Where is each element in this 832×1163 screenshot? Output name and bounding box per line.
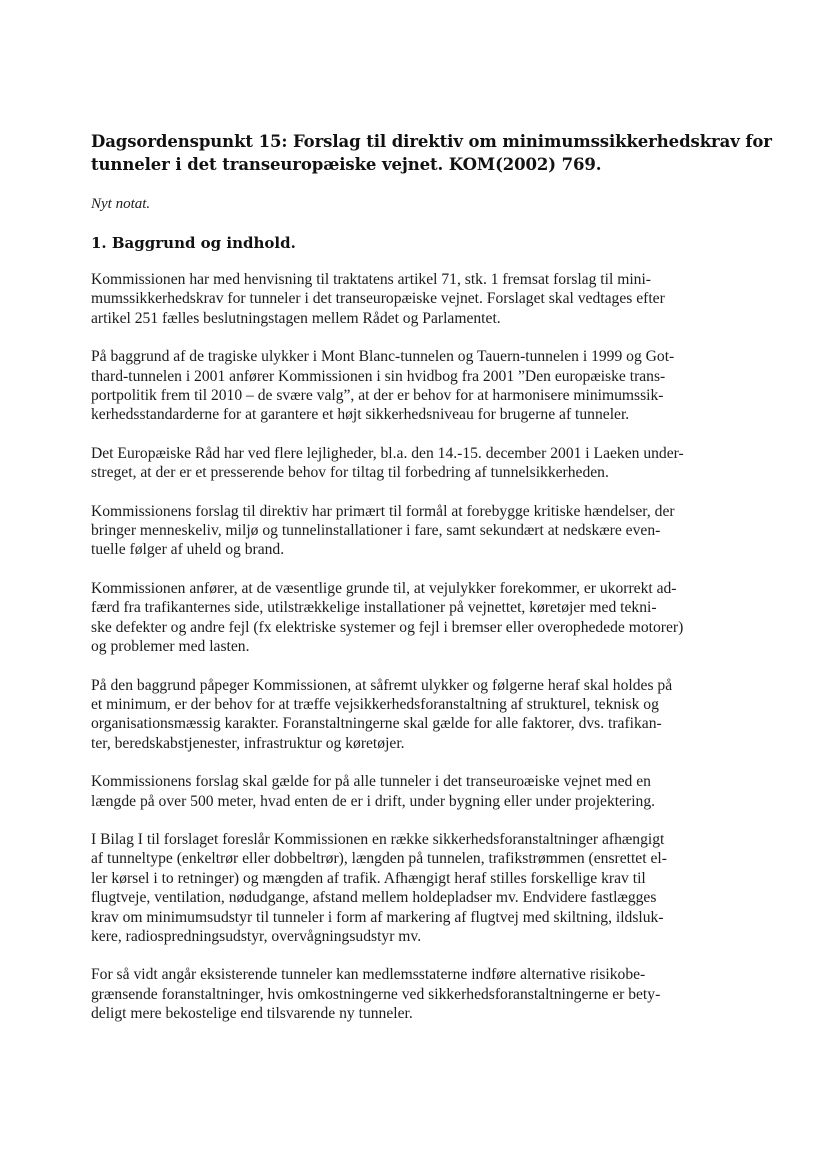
paragraph-line: For så vidt angår eksisterende tunneler kan medlemsstaterne indføre alternative risikobe- [91,966,646,984]
paragraph-line: På baggrund af de tragiske ulykker i Mont Blanc-tunnelen og Tauern-tunnelen i 1999 og Got- [91,348,675,366]
body-paragraph [91,347,751,425]
paragraph-line: portpolitik frem til 2010 – de svære valg”, at der er behov for at harmonisere minimumssik- [91,387,664,405]
paragraph-line: et minimum, er der behov for at træffe vejsikkerhedsforanstaltning af strukturel, teknisk og [91,695,659,713]
paragraph-line: thard-tunnelen i 2001 anfører Kommissionen i sin hvidbog fra 2001 ”Den europæiske trans- [91,367,666,385]
section-heading: 1. Baggrund og indhold. [91,234,296,252]
paragraph-line: Det Europæiske Råd har ved flere lejligheder, bl.a. den 14.-15. december 2001 i Laeken under- [91,444,684,462]
body-text [91,270,751,1024]
title-line: tunneler i det transeuropæiske vejnet. KOM(2002) 769. [91,155,602,174]
paragraph-line: grænsende foranstaltninger, hvis omkostningerne ved sikkerhedsforanstaltningerne er bety- [91,985,661,1003]
paragraph-line: flugtveje, ventilation, nødudgange, afstand mellem holdepladser mv. Endvidere fastlægges [91,889,657,907]
paragraph-line: ler kørsel i to retninger) og mængden af trafik. Afhængigt heraf stilles forskellige krav til [91,869,646,887]
paragraph-line: færd fra trafikanternes side, utilstrækkelige installationer på vejnettet, køretøjer med tekni- [91,599,657,617]
paragraph-line: ter, beredskabstjenester, infrastruktur og køretøjer. [91,734,405,752]
paragraph-line: streget, at der er et presserende behov for tiltag til forbedring af tunnelsikkerheden. [91,464,609,482]
paragraph-line: Kommissionens forslag til direktiv har primært til formål at forebygge kritiske hændelser, der [91,502,675,520]
title-line: Dagsordenspunkt 15: Forslag til direktiv om minimumssikkerhedskrav for [91,132,772,151]
body-paragraph [91,830,751,946]
body-paragraph [91,444,751,483]
paragraph-line: Kommissionens forslag skal gælde for på alle tunneler i det transeuroæiske vejnet med en [91,773,651,791]
body-paragraph [91,502,751,560]
paragraph-line: bringer menneskeliv, miljø og tunnelinstallationer i fare, samt sekundært at nedskære even- [91,522,661,540]
body-paragraph [91,676,751,754]
paragraph-line: ske defekter og andre fejl (fx elektriske systemer og fejl i bremser eller overophedede motorer) [91,618,684,636]
paragraph-line: tuelle følger af uheld og brand. [91,541,285,559]
body-paragraph [91,579,751,657]
paragraph-line: artikel 251 fælles beslutningstagen mellem Rådet og Parlamentet. [91,309,501,327]
paragraph-line: organisationsmæssig karakter. Foranstaltningerne skal gælde for alle faktorer, dvs. trafikan- [91,715,662,733]
paragraph-line: mumssikkerhedskrav for tunneler i det transeuropæiske vejnet. Forslaget skal vedtages efter [91,290,665,308]
paragraph-line: Kommissionen anfører, at de væsentlige grunde til, at vejulykker forekommer, er ukorrekt ad- [91,579,677,597]
body-paragraph [91,965,751,1023]
paragraph-line: På den baggrund påpeger Kommissionen, at såfremt ulykker og følgerne heraf skal holdes på [91,676,673,694]
paragraph-line: deligt mere bekostelige end tilsvarende ny tunneler. [91,1005,413,1023]
paragraph-line: I Bilag I til forslaget foreslår Kommissionen en række sikkerhedsforanstaltninger afhængigt [91,830,665,848]
document-title [91,130,772,176]
document-page [91,130,772,1043]
body-paragraph [91,270,751,328]
document-subtitle: Nyt notat. [91,196,151,212]
paragraph-line: krav om minimumsudstyr til tunneler i form af markering af flugtvej med skiltning, ildsluk- [91,908,664,926]
paragraph-line: længde på over 500 meter, hvad enten de er i drift, under bygning eller under projektering. [91,792,656,810]
body-paragraph [91,772,751,811]
paragraph-line: af tunneltype (enkeltrør eller dobbeltrør), længden på tunnelen, trafikstrømmen (ensrettet el- [91,850,667,868]
paragraph-line: kerhedsstandarderne for at garantere et højt sikkerhedsniveau for brugerne af tunneler. [91,406,630,424]
paragraph-line: Kommissionen har med henvisning til traktatens artikel 71, stk. 1 fremsat forslag til mini- [91,271,651,288]
paragraph-line: kere, radiospredningsudstyr, overvågningsudstyr mv. [91,927,422,945]
paragraph-line: og problemer med lasten. [91,638,250,656]
